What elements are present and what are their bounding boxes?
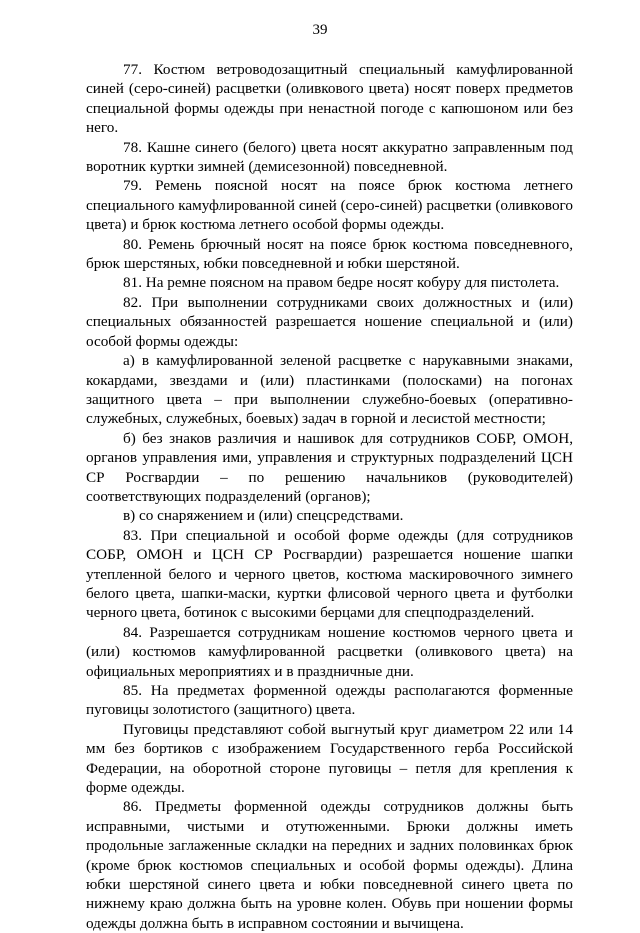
document-body [86, 60, 573, 933]
paragraph-82-b: б) без знаков различия и нашивок для сотрудников СОБР, ОМОН, органов управления ими, управления и структурных подразделений ЦСН СР Росгвардии – по решению начальников (руководителей) соответствующих подразделений (органов); [86, 429, 573, 505]
paragraph-82: 82. При выполнении сотрудниками своих должностных и (или) специальных обязанностей разрешается ношение специальной и (или) особой формы одежды: [86, 293, 573, 350]
paragraph-86: 86. Предметы форменной одежды сотрудников должны быть исправными, чистыми и отутюженными. Брюки должны иметь продольные заглаженные складки на передних и задних половинках брюк (кроме брюк костюмов специальных и особой формы одежды). Длина юбки шерстяной синего цвета и юбки повседневной синего цвета по нижнему краю должна быть на уровне колен. Обувь при ношении формы одежды должна быть в исправном состоянии и вычищена. [86, 798, 573, 932]
paragraph-82-v: в) со снаряжением и (или) спецсредствами. [123, 507, 404, 525]
paragraph-85: 85. На предметах форменной одежды располагаются форменные пуговицы золотистого (защитного) цвета. [86, 682, 573, 719]
page-number: 39 [312, 22, 328, 38]
paragraph-85-buttons: Пуговицы представляют собой выгнутый круг диаметром 22 или 14 мм без бортиков с изображением Государственного герба Российской Федерации, на оборотной стороне пуговицы – петля для крепления к форме одежды. [86, 720, 573, 797]
paragraph-78: 78. Кашне синего (белого) цвета носят аккуратно заправленным под воротник куртки зимней (демисезонной) повседневной. [86, 138, 573, 176]
paragraph-84: 84. Разрешается сотрудникам ношение костюмов черного цвета и (или) костюмов камуфлированной расцветки (оливкового цвета) на официальных мероприятиях и в праздничные дни. [86, 623, 573, 680]
paragraph-83: 83. При специальной и особой форме одежды (для сотрудников СОБР, ОМОН и ЦСН СР Росгвардии) разрешается ношение шапки утепленной белого и черного цветов, костюма маскировочного зимнего белого цвета, шапки-маски, куртки флисовой черного цвета и футболки черного цвета, ботинок с высокими берцами для спецподразделений. [86, 526, 573, 622]
paragraph-82-a: а) в камуфлированной зеленой расцветке с нарукавными знаками, кокардами, звездами и (или) пластинками (полосками) на погонах защитного цвета – при выполнении служебно-боевых (оперативно-служебных, служебных, боевых) задач в горной и лесистой местности; [86, 352, 573, 428]
paragraph-79: 79. Ремень поясной носят на поясе брюк костюма летнего специального камуфлированной синей (серо-синей) расцветки (оливкового цвета) и брюк костюма летнего особой формы одежды. [86, 177, 573, 234]
paragraph-81: 81. На ремне поясном на правом бедре носят кобуру для пистолета. [123, 274, 560, 292]
paragraph-77: 77. Костюм ветроводозащитный специальный камуфлированной синей (серо-синей) расцветки (оливкового цвета) носят поверх предметов специальной формы одежды при ненастной погоде с капюшоном или без него. [86, 61, 573, 137]
paragraph-80: 80. Ремень брючный носят на поясе брюк костюма повседневного, брюк шерстяных, юбки повседневной и юбки шерстяной. [86, 235, 573, 273]
